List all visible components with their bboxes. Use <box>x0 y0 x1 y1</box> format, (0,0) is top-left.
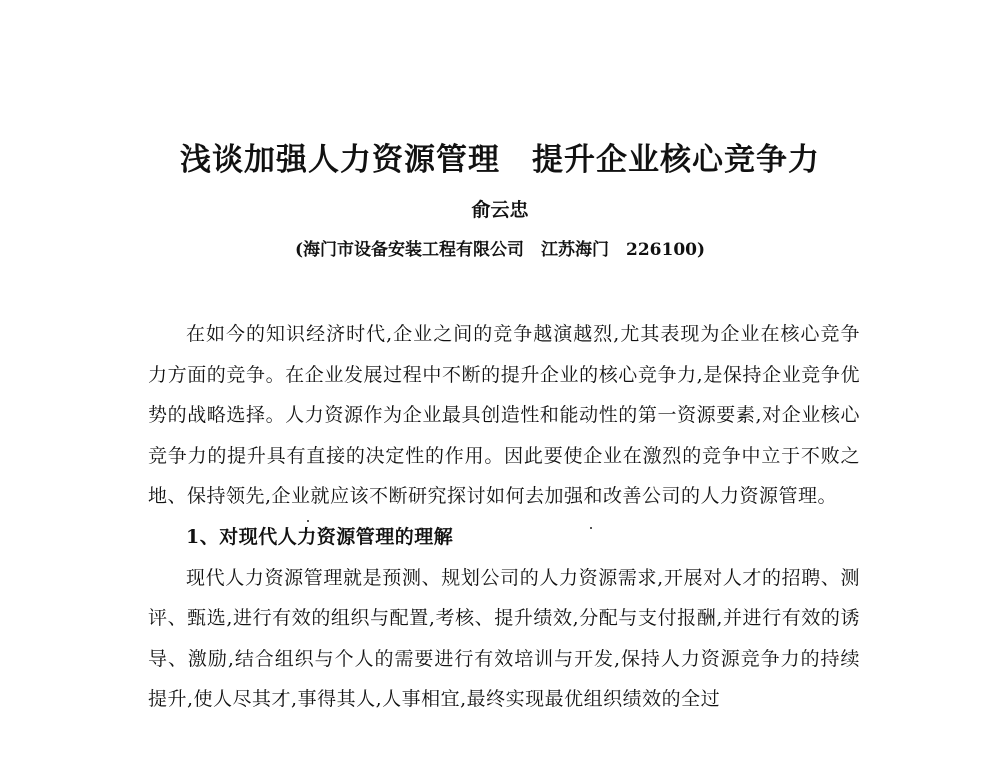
scan-speck <box>307 520 309 522</box>
article-body <box>148 314 860 720</box>
section-heading-1: 1、对现代人力资源管理的理解 <box>186 525 454 548</box>
author-affiliation: (海门市设备安装工程有限公司 江苏海门 226100) <box>294 240 706 260</box>
scan-speck <box>590 527 592 529</box>
section-paragraph-1: 现代人力资源管理就是预测、规划公司的人力资源需求,开展对人才的招聘、测评、甄选,进行有效的组织与配置,考核、提升绩效,分配与支付报酬,并进行有效的诱导、激励,结合组织与个人的需要进行有效培训与开发,保持人力资源竞争力的持续提升,使人尽其才,事得其人,人事相宜,最终实现最优组织绩效的全过 <box>148 566 860 711</box>
article-title: 浅谈加强人力资源管理 提升企业核心竞争力 <box>180 142 820 178</box>
article-author: 俞云忠 <box>471 199 529 221</box>
intro-paragraph: 在如今的知识经济时代,企业之间的竞争越演越烈,尤其表现为企业在核心竞争力方面的竞争。在企业发展过程中不断的提升企业的核心竞争力,是保持企业竞争优势的战略选择。人力资源作为企业最具创造性和能动性的第一资源要素,对企业核心竞争力的提升具有直接的决定性的作用。因此要使企业在激烈的竞争中立于不败之地、保持领先,企业就应该不断研究探讨如何去加强和改善公司的人力资源管理。 <box>148 323 860 508</box>
